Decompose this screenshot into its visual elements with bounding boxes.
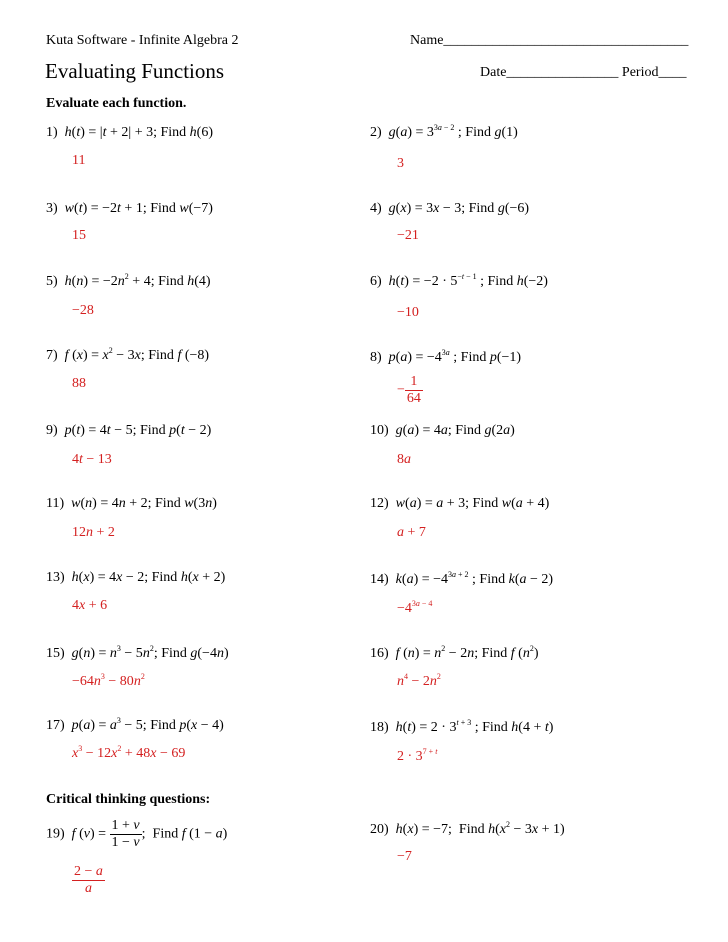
answer-20: −7 [397, 849, 412, 864]
answer-19: $\frac{2 - a}{a}$ [74, 864, 103, 896]
answer-3: 15 [72, 228, 86, 243]
answer-5: −28 [72, 303, 94, 318]
answer-15: $-64n^3 - 80n^2$ [72, 672, 145, 689]
name-field[interactable]: Name___________________________________ [410, 33, 689, 48]
problem-7: 7) f $(x) = x^2 - 3x$; Find f (−8) [46, 346, 210, 363]
publisher: Kuta Software - Infinite Algebra 2 [46, 33, 239, 48]
answer-12: a + 7 [397, 525, 426, 540]
answer-2: 3 [397, 156, 404, 171]
answer-10: 8a [397, 452, 411, 467]
problem-10: 10) g(a) = 4a; Find g(2a) [370, 423, 515, 438]
answer-17: $x^3 - 12x^2 + 48x - 69$ [72, 744, 186, 761]
answer-4: −21 [397, 228, 419, 243]
problem-4: 4) g(x) = 3x − 3; Find g(−6) [370, 201, 530, 216]
problem-1: 1) h(t) = |t + 2| + 3; Find h(6) [46, 125, 213, 140]
answer-8: − $\frac{1}{64}$ [397, 374, 421, 406]
problem-3: 3) w(t) = −2t + 1; Find w(−7) [46, 201, 213, 216]
problem-16: 16) f $(n) = n^2 - 2n$; Find f $(n^2)$ [370, 644, 539, 661]
problem-19: 19) f (v) = $\frac{1 + v}{1 - v}$ ; Find f (1 − a) [46, 818, 228, 850]
problem-9: 9) p(t) = 4t − 5; Find p(t − 2) [46, 423, 212, 438]
date-period-field[interactable]: Date________________ Period____ [480, 65, 687, 80]
problem-14: 14) $k(a) = -4^{3a + 2}$ ; Find k(a − 2) [370, 570, 554, 587]
answer-11: 12n + 2 [72, 525, 115, 540]
answer-16: $n^4 - 2n^2$ [397, 672, 441, 689]
problem-12: 12) w(a) = a + 3; Find w(a + 4) [370, 496, 550, 511]
answer-18: $2 \cdot 3^{7 + t}$ [397, 747, 438, 764]
problem-18: 18) $h(t) = 2 \cdot 3^{t + 3}$ ; Find h(4 + t) [370, 718, 554, 735]
problem-20: 20) h(x) = −7; Find $h(x^2 - 3x + 1)$ [370, 820, 565, 837]
critical-heading: Critical thinking questions: [46, 792, 211, 807]
problem-11: 11) w(n) = 4n + 2; Find w(3n) [46, 496, 217, 511]
answer-6: −10 [397, 305, 419, 320]
answer-13: 4x + 6 [72, 598, 108, 613]
answer-7: 88 [72, 376, 86, 391]
answer-14: $-4^{3a - 4}$ [397, 599, 433, 616]
page-title: Evaluating Functions [45, 59, 225, 83]
problem-17: 17) $p(a) = a^3 - 5$; Find p(x − 4) [46, 716, 224, 733]
problem-2: 2) $g(a) = 3^{3a - 2}$ ; Find g(1) [370, 123, 518, 140]
instructions: Evaluate each function. [46, 96, 187, 111]
answer-1: 11 [72, 153, 86, 168]
problem-15: 15) $g(n) = n^3 - 5n^2$; Find g(−4n) [46, 644, 229, 661]
problem-6: 6) $h(t) = -2 \cdot 5^{-t - 1}$ ; Find h(−2) [370, 272, 548, 289]
problem-8: 8) $p(a) = -4^{3a}$ ; Find p(−1) [370, 348, 522, 365]
problem-13: 13) h(x) = 4x − 2; Find h(x + 2) [46, 570, 226, 585]
problem-5: 5) $h(n) = -2n^2 + 4$; Find h(4) [46, 272, 211, 289]
answer-9: 4t − 13 [72, 452, 112, 467]
